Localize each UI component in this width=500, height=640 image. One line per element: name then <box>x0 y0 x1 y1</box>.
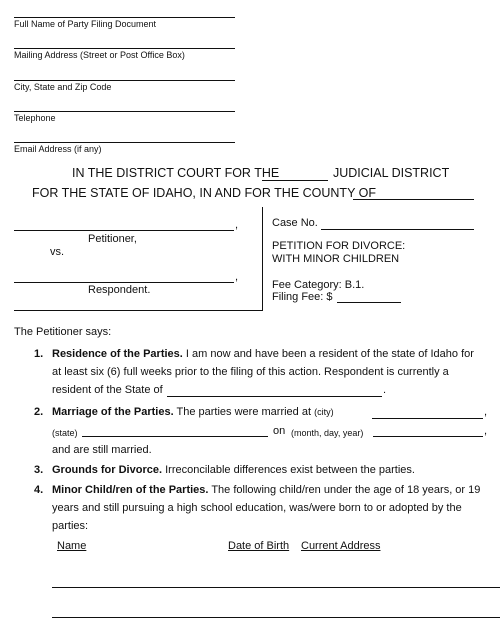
date-blank <box>373 436 483 437</box>
item-2-line-1 <box>52 406 334 418</box>
item-1-end: . <box>383 384 387 396</box>
item-4-text-1: The following child/ren under the age of 18 years, or 19 <box>211 484 481 496</box>
column-date-of-birth: Date of Birth <box>228 540 290 552</box>
court-line-2: FOR THE STATE OF IDAHO, IN AND FOR THE COUNTY OF <box>32 186 377 200</box>
petitioner-line <box>14 230 234 231</box>
address-line <box>14 48 235 49</box>
column-name: Name <box>57 540 87 552</box>
petitioner-label: Petitioner, <box>88 233 137 245</box>
caption-bottom-line <box>14 310 262 311</box>
item-2-heading: Marriage of the Parties. <box>52 406 174 418</box>
item-3-number: 3. <box>34 464 44 476</box>
child-row-line-1 <box>52 587 500 588</box>
filing-fee-label: Filing Fee: $ <box>272 291 333 303</box>
column-current-address: Current Address <box>301 540 381 552</box>
mailing-address-label: Mailing Address (Street or Post Office Box) <box>14 50 185 60</box>
state-blank <box>82 436 268 437</box>
respondent-comma: , <box>235 271 239 283</box>
respondent-label: Respondent. <box>88 284 151 296</box>
email-label: Email Address (if any) <box>14 144 102 154</box>
item-3-line-1 <box>52 464 415 476</box>
item-2-text-1: The parties were married at <box>176 406 312 418</box>
district-blank <box>262 180 328 181</box>
city-blank <box>372 418 483 419</box>
item-3-text-1: Irreconcilable differences exist between the parties. <box>165 464 415 476</box>
item-2-comma-2: , <box>484 425 488 437</box>
resident-state-blank <box>167 396 382 397</box>
city-state-zip-label: City, State and Zip Code <box>14 82 112 92</box>
item-1-text-3: resident of the State of <box>52 384 163 396</box>
item-1-number: 1. <box>34 348 44 360</box>
petition-title-1: PETITION FOR DIVORCE: <box>272 240 406 252</box>
item-2-city: (city) <box>314 407 334 417</box>
item-2-date: (month, day, year) <box>291 428 364 438</box>
county-blank <box>353 199 474 200</box>
fee-category: Fee Category: B.1. <box>272 279 365 291</box>
item-1-heading: Residence of the Parties. <box>52 348 183 360</box>
filing-fee-blank <box>337 302 401 303</box>
petitioner-says: The Petitioner says: <box>14 326 112 338</box>
item-3-heading: Grounds for Divorce. <box>52 464 163 476</box>
item-2-on: on <box>273 425 286 437</box>
caption-divider <box>262 207 263 311</box>
respondent-line <box>14 282 234 283</box>
case-no-label: Case No. <box>272 217 318 229</box>
item-1-line-1 <box>52 348 474 360</box>
item-2-number: 2. <box>34 406 44 418</box>
email-line <box>14 142 235 143</box>
item-2-text-3: and are still married. <box>52 444 152 456</box>
case-no-blank <box>321 229 474 230</box>
child-row-line-2 <box>52 617 500 618</box>
telephone-line <box>14 111 235 112</box>
item-4-number: 4. <box>34 484 44 496</box>
item-1-text-1: I am now and have been a resident of the state of Idaho for <box>185 348 474 360</box>
item-4-text-2: years and still pursuing a high school education, was/were born to or adopted by the <box>52 502 462 514</box>
court-line-1a: IN THE DISTRICT COURT FOR THE <box>72 166 280 180</box>
item-2-state: (state) <box>52 428 78 438</box>
item-4-line-1 <box>52 484 480 496</box>
court-line-1b: JUDICIAL DISTRICT <box>333 166 450 180</box>
telephone-label: Telephone <box>14 113 56 123</box>
item-4-heading: Minor Child/ren of the Parties. <box>52 484 209 496</box>
name-line <box>14 17 235 18</box>
vs-label: vs. <box>50 246 65 258</box>
item-2-comma-1: , <box>484 406 488 418</box>
item-4-text-3: parties: <box>52 520 89 532</box>
petition-title-2: WITH MINOR CHILDREN <box>272 253 400 265</box>
full-name-label: Full Name of Party Filing Document <box>14 19 157 29</box>
city-line <box>14 80 235 81</box>
petitioner-comma: , <box>235 219 239 231</box>
item-1-text-2: at least six (6) full weeks prior to the filing of this action. Respondent is currently a <box>52 366 449 378</box>
